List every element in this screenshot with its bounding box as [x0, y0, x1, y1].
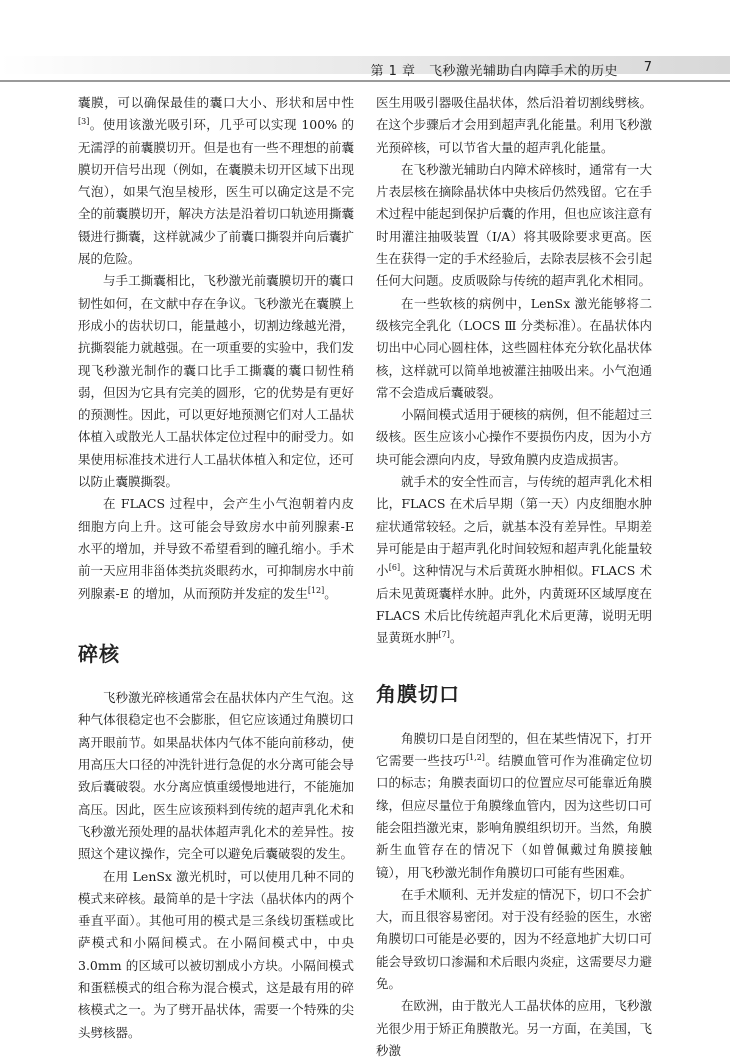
left-column: [78, 92, 354, 1044]
section-title: 碎核: [78, 641, 120, 666]
paragraph: 在飞秒激光辅助白内障术碎核时，通常有一大片表层核在摘除晶状体中央核后仍然残留。它在手术过程中能起到保护后囊的作用，但也应该注意有时用灌注抽吸装置（I/A）将其吸除要求更高。医生在获得一定的手术经验后，去除表层核不会引起任何大问题。皮质吸除与传统的超声乳化术相同。: [376, 161, 652, 289]
citation[interactable]: [7]: [438, 629, 450, 639]
citation[interactable]: [3]: [78, 117, 90, 127]
header-band: [0, 56, 730, 74]
citation[interactable]: [6]: [388, 563, 401, 573]
paragraph: 医生用吸引器吸住晶状体，然后沿着切割线劈核。在这个步骤后才会用到超声乳化能量。利用飞秒激光预碎核，可以节省大量的超声乳化能量。: [376, 95, 652, 155]
chapter-title: 第 1 章 飞秒激光辅助白内障手术的历史: [370, 64, 618, 79]
paragraph: 在欧洲，由于散光人工晶状体的应用，飞秒激光很少用于矫正角膜散光。另一方面，在美国，飞秒激: [376, 998, 652, 1058]
section-title: 角膜切口: [376, 682, 460, 707]
citation[interactable]: [1,2]: [465, 752, 485, 762]
header-rule: [0, 80, 730, 82]
paragraph: 角膜切口是自闭型的，但在某些情况下，打开它需要一些技巧[1,2]。结膜血管可作为准确定位切口的标志；角膜表面切口的位置应尽可能靠近角膜缘，但应尽量位于角膜缘血管内，因为这些切口可能会阻挡激光束，影响角膜组织切开。当然，角膜新生血管存在的情况下（如曾佩戴过角膜接触镜），用飞秒激光制作角膜切口可能有些困难。: [376, 730, 652, 880]
paragraph: 在一些软核的病例中，LenSx 激光能够将二级核完全乳化（LOCS Ⅲ 分类标准）。在晶状体内切出中心同心圆柱体，这些圆柱体充分软化晶状体核，这样就可以简单地被灌注抽吸出来。小气泡通常不会造成后囊破裂。: [376, 295, 652, 400]
right-column: [376, 92, 652, 1062]
running-header: [0, 0, 730, 82]
citation[interactable]: [12]: [307, 585, 325, 595]
paragraph: 小隔间模式适用于硬核的病例，但不能超过三级核。医生应该小心操作不要损伤内皮，因为小方块可能会漂向内皮，导致角膜内皮造成损害。: [376, 407, 652, 467]
page-number: 7: [643, 60, 652, 75]
paragraph: 与手工撕囊相比，飞秒激光前囊膜切开的囊口韧性如何，在文献中存在争议。飞秒激光在囊膜上形成小的齿状切口，能量越小，切割边缘越光滑，抗撕裂能力就越强。在一项重要的实验中，我们发现飞秒激光制作的囊口比手工撕囊的囊口韧性稍弱，但因为它具有完美的圆形，它的优势是有更好的预测性。因此，可以更好地预测它们对人工晶状体植入或散光人工晶状体定位过程中的耐受力。如果使用标准技术进行人工晶状体植入和定位，还可以防止囊膜撕裂。: [78, 273, 354, 490]
paragraph: 囊膜，可以确保最佳的囊口大小、形状和居中性[3]。使用该激光吸引环，几乎可以实现 100% 的无濡浮的前囊膜切开。但是也有一些不理想的前囊膜切开信号出现（例如，在囊膜未切开区域下出现气泡），如果气泡呈棱形，医生可以确定这是不完全的前囊膜切开，解决方法是沿着切口轨迹用撕囊镊进行撕囊，这样就减少了前囊口撕裂并向后囊扩展的危险。: [78, 95, 354, 267]
paragraph: 在 FLACS 过程中，会产生小气泡朝着内皮细胞方向上升。这可能会导致房水中前列腺素-E 水平的增加，并导致不希望看到的瞳孔缩小。手术前一天应用非甾体类抗炎眼药水，可抑制房水中前列腺素-E 的增加，从而预防并发症的发生[12]。: [78, 496, 354, 601]
paragraph: 飞秒激光碎核通常会在晶状体内产生气泡。这种气体很稳定也不会膨胀，但它应该通过角膜切口离开眼前节。如果晶状体内气体不能向前移动，使用高压大口径的冲洗针进行急促的水分离可能会导致后囊破裂。水分离应慎重缓慢地进行，不能施加高压。因此，医生应该预料到传统的超声乳化术和飞秒激光预处理的晶状体超声乳化术的差异性。按照这个建议操作，完全可以避免后囊破裂的发生。: [78, 690, 354, 862]
paragraph: 就手术的安全性而言，与传统的超声乳化术相比，FLACS 在术后早期（第一天）内皮细胞水肿症状通常较轻。之后，就基本没有差异性。早期差异可能是由于超声乳化时间较短和超声乳化能量较小[6]。这种情况与术后黄斑水肿相似。FLACS 术后未见黄斑囊样水肿。此外，内黄斑环区域厚度在 FLACS 术后比传统超声乳化术后更薄，说明无明显黄斑水肿[7]。: [376, 474, 652, 646]
paragraph: 在用 LenSx 激光机时，可以使用几种不同的模式来碎核。最简单的是十字法（晶状体内的两个垂直平面）。其他可用的模式是三条线切蛋糕或比萨模式和小隔间模式。在小隔间模式中，中央 3.0mm 的区域可以被切割成小方块。小隔间模式和蛋糕模式的组合称为混合模式，这是最有用的碎核模式之一。为了劈开晶状体，需要一个特殊的尖头劈核器。: [78, 868, 354, 1040]
paragraph: 在手术顺利、无并发症的情况下，切口不会扩大，而且很容易密闭。对于没有经验的医生，水密角膜切口可能是必要的，因为不经意地扩大切口可能会导致切口渗漏和术后眼内炎症，这需要尽力避免。: [376, 886, 652, 991]
